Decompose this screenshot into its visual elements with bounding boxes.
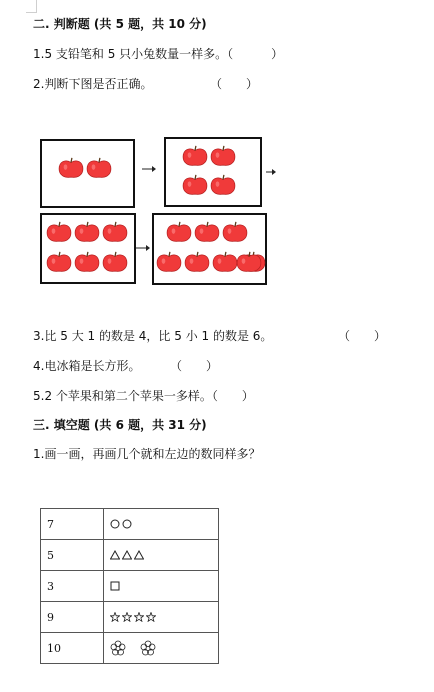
triangle-icon xyxy=(122,550,132,560)
apple-icon xyxy=(210,145,236,167)
apple-icon xyxy=(74,221,100,243)
apple-icon xyxy=(222,221,248,243)
table-row xyxy=(41,571,219,602)
apple-icon xyxy=(194,221,220,243)
arrow-right-icon xyxy=(136,244,150,252)
row-number: 3 xyxy=(41,571,104,602)
apple-icon xyxy=(210,174,236,196)
apple-icon xyxy=(58,157,84,179)
section-2-heading: 二. 判断题 (共 5 题，共 10 分) xyxy=(33,17,207,31)
apple-icon xyxy=(212,251,238,273)
star-icon xyxy=(122,612,132,622)
row-number: 7 xyxy=(41,509,104,540)
apple-icon xyxy=(184,251,210,273)
question-2-text: 2.判断下图是否正确。 xyxy=(33,77,153,91)
apple-icon xyxy=(102,221,128,243)
question-3-answer-paren: （ ） xyxy=(338,329,387,343)
row-number: 5 xyxy=(41,540,104,571)
apple-icon xyxy=(46,251,72,273)
apple-icon xyxy=(182,145,208,167)
apple-icon xyxy=(102,251,128,273)
apple-icon xyxy=(166,221,192,243)
square-icon xyxy=(110,581,120,591)
triangle-icon xyxy=(110,550,120,560)
arrow-right-icon xyxy=(266,168,276,176)
drawing-table xyxy=(40,508,219,664)
row-shapes[interactable] xyxy=(104,509,219,540)
fill-question-1-text: 1.画一画，再画几个就和左边的数同样多？ xyxy=(33,447,261,461)
row-shapes[interactable] xyxy=(104,540,219,571)
apple-icon xyxy=(74,251,100,273)
row-number: 10 xyxy=(41,633,104,664)
triangle-icon xyxy=(134,550,144,560)
apple-icon xyxy=(236,251,262,273)
table-row xyxy=(41,540,219,571)
question-1-text: 1.5 支铅笔和 5 只小兔数量一样多。（ xyxy=(33,47,234,61)
question-2-answer-paren: （ ） xyxy=(210,77,259,91)
page-corner-mark xyxy=(26,0,37,13)
apple-icon xyxy=(182,174,208,196)
circle-icon xyxy=(110,519,120,529)
star-icon xyxy=(110,612,120,622)
star-icon xyxy=(134,612,144,622)
row-number: 9 xyxy=(41,602,104,633)
circle-icon xyxy=(122,519,132,529)
star-icon xyxy=(146,612,156,622)
question-1-close-paren: ） xyxy=(271,47,284,61)
section-3-heading: 三. 填空题 (共 6 题，共 31 分) xyxy=(33,418,207,432)
table-row xyxy=(41,602,219,633)
question-4-answer-paren: （ ） xyxy=(170,359,219,373)
apple-icon xyxy=(156,251,182,273)
flower-icon xyxy=(140,640,156,656)
apple-icon xyxy=(46,221,72,243)
question-3-text: 3.比 5 大 1 的数是 4，比 5 小 1 的数是 6。 xyxy=(33,329,273,343)
row-shapes[interactable] xyxy=(104,633,219,664)
arrow-right-icon xyxy=(142,165,156,173)
row-shapes[interactable] xyxy=(104,571,219,602)
question-5-text: 5.2 个苹果和第二个苹果一多样。（ ） xyxy=(33,389,254,403)
table-row xyxy=(41,633,219,664)
row-shapes[interactable] xyxy=(104,602,219,633)
apple-icon xyxy=(86,157,112,179)
question-4-text: 4.电冰箱是长方形。 xyxy=(33,359,141,373)
question-1 xyxy=(33,46,283,62)
flower-icon xyxy=(110,640,126,656)
table-row xyxy=(41,509,219,540)
